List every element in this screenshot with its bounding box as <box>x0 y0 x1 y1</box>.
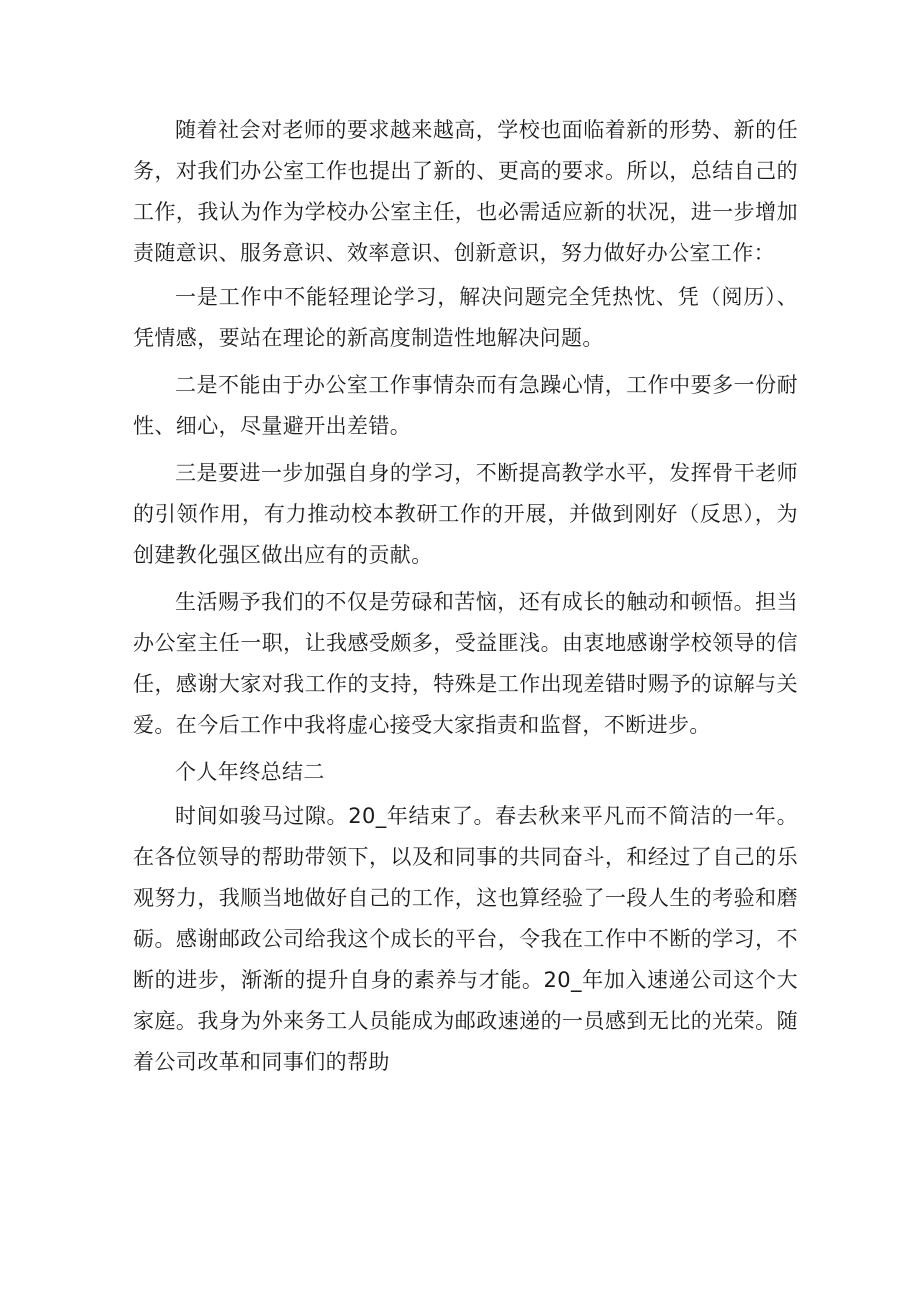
body-paragraph: 随着社会对老师的要求越来越高，学校也面临着新的形势、新的任务，对我们办公室工作也提出了新的、更高的要求。所以，总结自己的工作，我认为作为学校办公室主任，也必需适应新的状况，进一步增加责随意识、服务意识、效率意识、创新意识，努力做好办公室工作： <box>133 118 798 265</box>
section-heading: 个人年终总结二 <box>175 760 325 784</box>
body-paragraph: 一是工作中不能轻理论学习，解决问题完全凭热忱、凭（阅历）、凭情感，要站在理论的新高度制造性地解决问题。 <box>133 285 798 350</box>
document-body <box>133 110 798 1083</box>
body-paragraph: 三是要进一步加强自身的学习，不断提高教学水平，发挥骨干老师的引领作用，有力推动校本教研工作的开展，并做到刚好（反思），为创建教化强区做出应有的贡献。 <box>133 461 798 567</box>
body-paragraph: 时间如骏马过隙。20_年结束了。春去秋来平凡而不简洁的一年。在各位领导的帮助带领下，以及和同事的共同奋斗，和经过了自己的乐观努力，我顺当地做好自己的工作，这也算经验了一段人生的考验和磨砺。感谢邮政公司给我这个成长的平台，令我在工作中不断的学习，不断的进步，渐渐的提升自身的素养与才能。20_年加入速递公司这个大家庭。我身为外来务工人员能成为邮政速递的一员感到无比的光荣。随着公司改革和同事们的帮助 <box>133 804 798 1074</box>
body-paragraph: 二是不能由于办公室工作事情杂而有急躁心情，工作中要多一份耐性、细心，尽量避开出差错。 <box>133 373 798 438</box>
body-paragraph: 生活赐予我们的不仅是劳碌和苦恼，还有成长的触动和顿悟。担当办公室主任一职，让我感受颇多，受益匪浅。由衷地感谢学校领导的信任，感谢大家对我工作的支持，特殊是工作出现差错时赐予的谅解与关爱。在今后工作中我将虚心接受大家指责和监督，不断进步。 <box>133 590 798 737</box>
